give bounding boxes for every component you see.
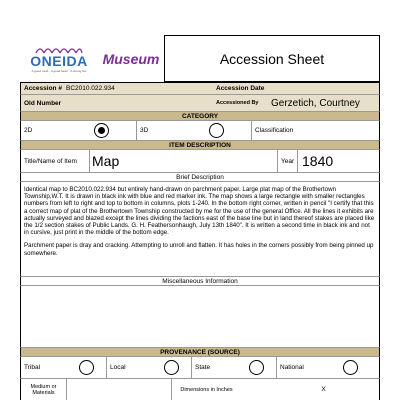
brief-description-heading: Brief Description xyxy=(20,173,380,182)
brief-description-paragraph-1: Identical map to BC2010.022.934 but entirely hand-drawn on parchment paper. Large plat map of the Brothertown Township,W.T. It is drawn in black ink with blue and red marker ink. The map shows a large rectangle with smaller rectangles numbers from left to right and top to bottom in columns, plots 1-240. In the bottom right corner, written in pencil "I certify that this a correct map of plat of the Brothertown Township constructed by me for the use of the general Office. All the lines it exhibits are actually surveyed and blazed except the lines dividing the factions east of the base line but in land thereof stakes are placed like the 1/2 section stakes of Public Lands. G. H. Feathersonhaugh, July 13th 1840". It is written a second time in black ink and not in cursive, just print in the middle of the bottom edge. xyxy=(24,186,375,237)
provenance-tribal-radio[interactable] xyxy=(79,360,94,375)
accession-date-field[interactable] xyxy=(271,83,379,94)
year-field[interactable]: 1840 xyxy=(297,150,379,172)
radio-selected-dot xyxy=(98,127,105,134)
oneida-logo xyxy=(20,35,98,82)
page-title: Accession Sheet xyxy=(164,35,380,82)
category-row xyxy=(20,121,380,141)
provenance-tribal-label: Tribal xyxy=(24,364,41,371)
category-3d-radio[interactable] xyxy=(209,123,224,138)
old-number-row xyxy=(20,95,380,112)
item-title-label: Title/Name of Item xyxy=(24,157,77,165)
brand-name: Museum xyxy=(102,50,160,67)
provenance-local-label: Local xyxy=(106,357,151,378)
old-number-label: Old Number xyxy=(24,99,62,107)
provenance-local-radio-wrap xyxy=(151,357,191,378)
item-title-row xyxy=(20,150,380,173)
provenance-row xyxy=(20,357,380,379)
category-2d-radio-wrap xyxy=(66,121,136,140)
provenance-state-radio-wrap xyxy=(236,357,276,378)
provenance-state-label: State xyxy=(191,357,236,378)
accession-date-label: Accession Date xyxy=(216,85,265,92)
provenance-local-radio[interactable] xyxy=(164,360,179,375)
category-3d-radio-wrap xyxy=(181,121,251,140)
provenance-tribal-radio-wrap xyxy=(66,357,106,378)
old-number-field[interactable] xyxy=(66,95,216,111)
provenance-national-radio[interactable] xyxy=(343,360,358,375)
materials-row xyxy=(20,379,380,400)
category-2d-label: 2D xyxy=(24,127,33,134)
brief-description-paragraph-2: Parchment paper is dray and cracking. Attempting to unroll and flatten. It has holes in the corners possibly from being pinned up somewhere. xyxy=(24,242,374,257)
category-2d-radio[interactable] xyxy=(94,123,109,138)
accession-row xyxy=(20,82,380,95)
dimensions-height-field[interactable] xyxy=(331,379,379,400)
dimensions-width-field[interactable] xyxy=(241,379,316,400)
sheet-header xyxy=(20,35,380,82)
category-heading: CATEGORY xyxy=(20,112,380,121)
medium-materials-label: Medium or Materials xyxy=(30,383,57,396)
item-description-heading: ITEM DESCRIPTION xyxy=(20,141,380,150)
provenance-national-radio-wrap xyxy=(321,357,379,378)
accessioned-by-label: Accessioned By xyxy=(216,100,259,106)
misc-info-heading: Miscellaneous Information xyxy=(20,277,380,286)
classification-label: Classification xyxy=(251,121,379,140)
logo-name: ONEIDA xyxy=(30,53,88,69)
category-3d-label: 3D xyxy=(136,121,181,140)
accessioned-by-field[interactable]: Gerzetich, Courtney xyxy=(271,97,360,109)
misc-info-field[interactable] xyxy=(20,286,380,348)
medium-materials-field[interactable] xyxy=(66,379,171,400)
provenance-state-radio[interactable] xyxy=(249,360,264,375)
accession-number-field[interactable]: BC2010.022.934 xyxy=(66,85,115,92)
provenance-national-label: National xyxy=(276,357,321,378)
item-title-field[interactable]: Map xyxy=(89,150,277,172)
brief-description-field[interactable] xyxy=(20,182,380,277)
logo-tagline: A good mind · A good heart · A strong fire xyxy=(31,69,87,73)
provenance-heading: PROVENANCE (SOURCE) xyxy=(20,348,380,357)
dimensions-label: Dimensions in Inches xyxy=(171,379,241,400)
year-label: Year xyxy=(277,150,297,172)
dimensions-x-separator: X xyxy=(321,386,326,393)
accession-number-label: Accession # xyxy=(24,85,62,92)
